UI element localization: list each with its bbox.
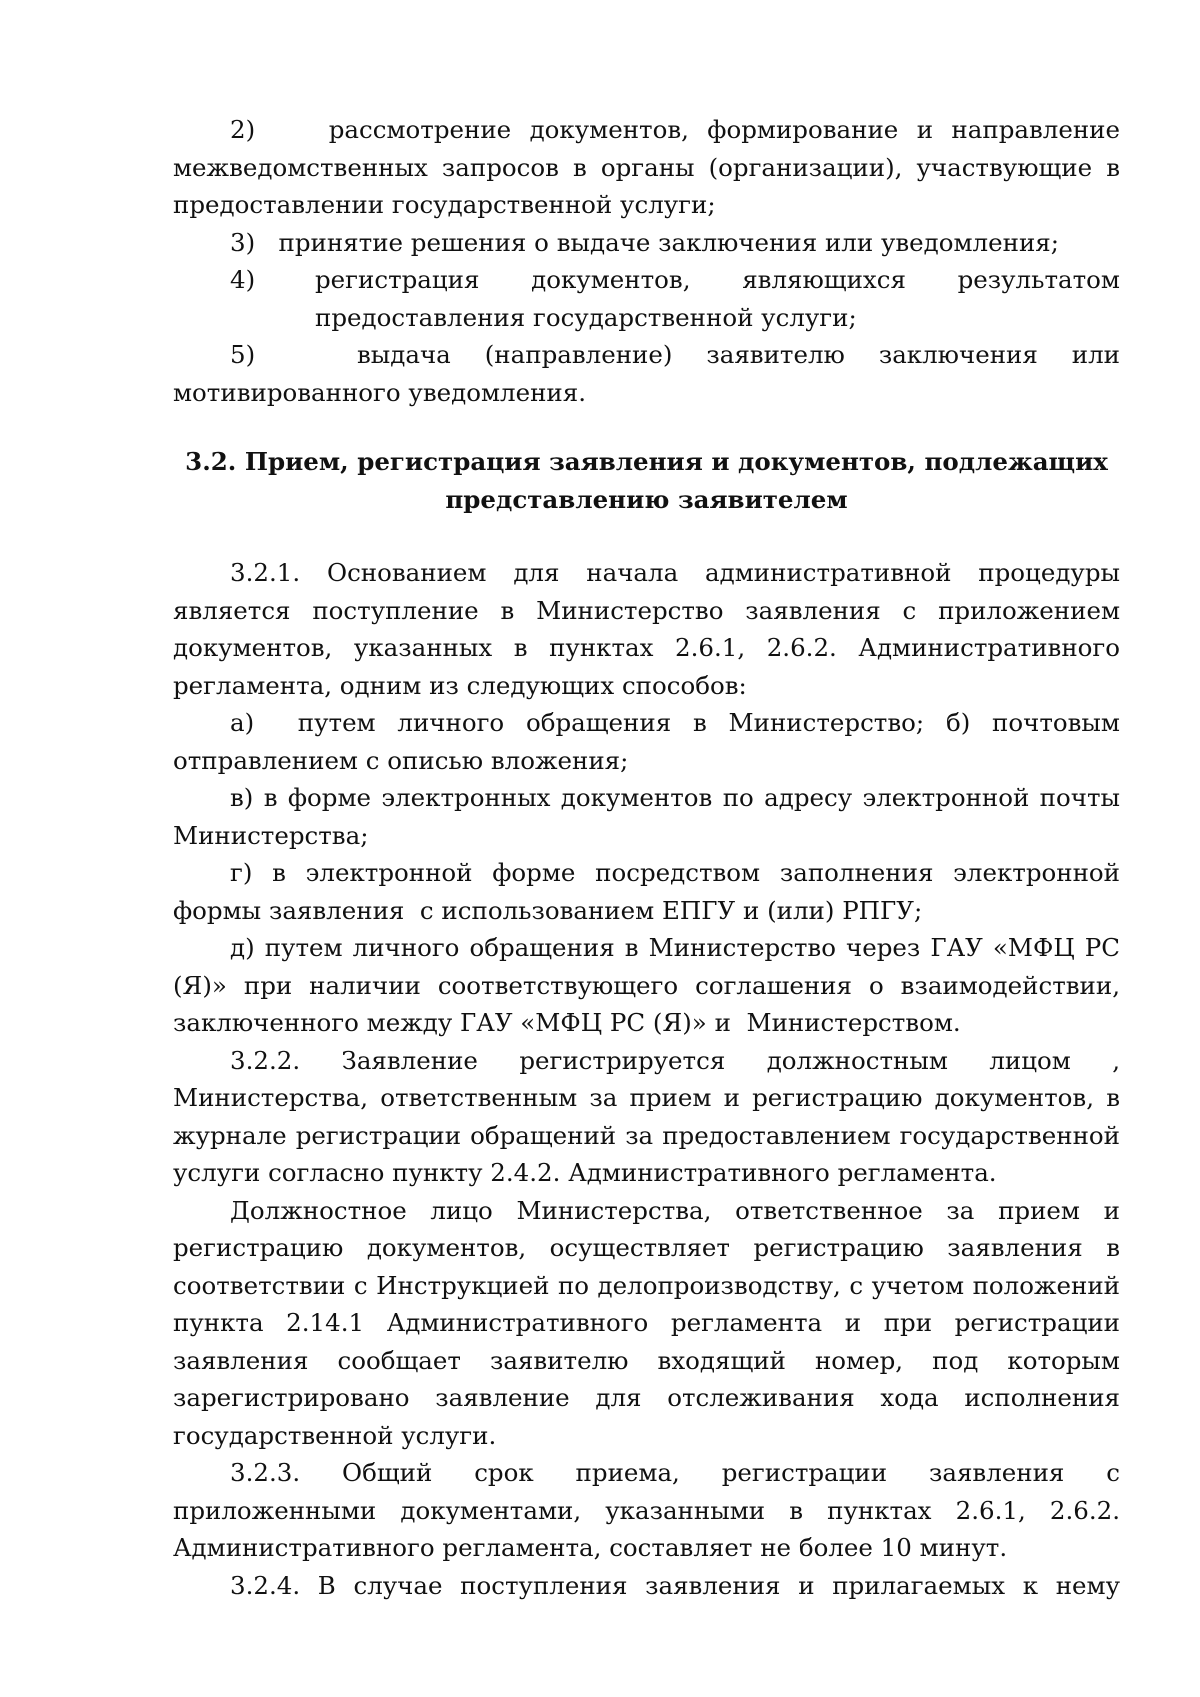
section-heading <box>173 443 1120 518</box>
section-heading-line-2: представлению заявителем <box>445 484 848 514</box>
list-item-3: 3) принятие решения о выдаче заключения или уведомления; <box>230 227 1059 257</box>
list-item-5: 5) выдача (направление) заявителю заключения или мотивированного уведомления. <box>173 340 1120 407</box>
paragraph-method-a-b: а) путем личного обращения в Министерство; б) почтовым отправлением с описью вложения; <box>173 708 1120 775</box>
section-heading-line-1: 3.2. Прием, регистрация заявления и документов, подлежащих <box>185 447 1108 476</box>
list-item-2: 2) рассмотрение документов, формирование и направление межведомственных запросов в органы (организации), участвующие в предоставлении государственной услуги; <box>173 115 1120 219</box>
list-item-4-text: регистрация документов, являющихся результатом предоставления государственной услуги; <box>315 265 1120 332</box>
paragraph-3-2-1: 3.2.1. Основанием для начала административной процедуры является поступление в Министерство заявления с приложением документов, указанных в пунктах 2.6.1, 2.6.2. Административного регламента, одним из следующих способов: <box>173 558 1120 700</box>
paragraph-official-registration: Должностное лицо Министерства, ответственное за прием и регистрацию документов, осуществляет регистрацию заявления в соответствии с Инструкцией по делопроизводству, с учетом положений пункта 2.14.1 Административного регламента и при регистрации заявления сообщает заявителю входящий номер, под которым зарегистрировано заявление для отслеживания хода исполнения государственной услуги. <box>173 1195 1120 1450</box>
paragraph-3-2-2: 3.2.2. Заявление регистрируется должностным лицом , Министерства, ответственным за прием и регистрацию документов, в журнале регистрации обращений за предоставлением государственной услуги согласно пункту 2.4.2. Административного регламента. <box>173 1045 1120 1187</box>
document-body <box>173 111 1120 1604</box>
paragraph-method-g: г) в электронной форме посредством заполнения электронной формы заявления с использованием ЕПГУ и (или) РПГУ; <box>173 858 1120 925</box>
paragraph-3-2-4: 3.2.4. В случае поступления заявления и прилагаемых к нему <box>230 1570 1120 1600</box>
paragraph-method-d: д) путем личного обращения в Министерство через ГАУ «МФЦ РС (Я)» при наличии соответствующего соглашения о взаимодействии, заключенного между ГАУ «МФЦ РС (Я)» и Министерством. <box>173 933 1120 1037</box>
list-item-4: 4) регистрация документов, являющихся результатом предоставления государственной услуги; <box>230 265 1120 332</box>
paragraph-3-2-3: 3.2.3. Общий срок приема, регистрации заявления с приложенными документами, указанными в пунктах 2.6.1, 2.6.2. Административного регламента, составляет не более 10 минут. <box>173 1458 1120 1562</box>
paragraph-method-v: в) в форме электронных документов по адресу электронной почты Министерства; <box>173 783 1120 850</box>
